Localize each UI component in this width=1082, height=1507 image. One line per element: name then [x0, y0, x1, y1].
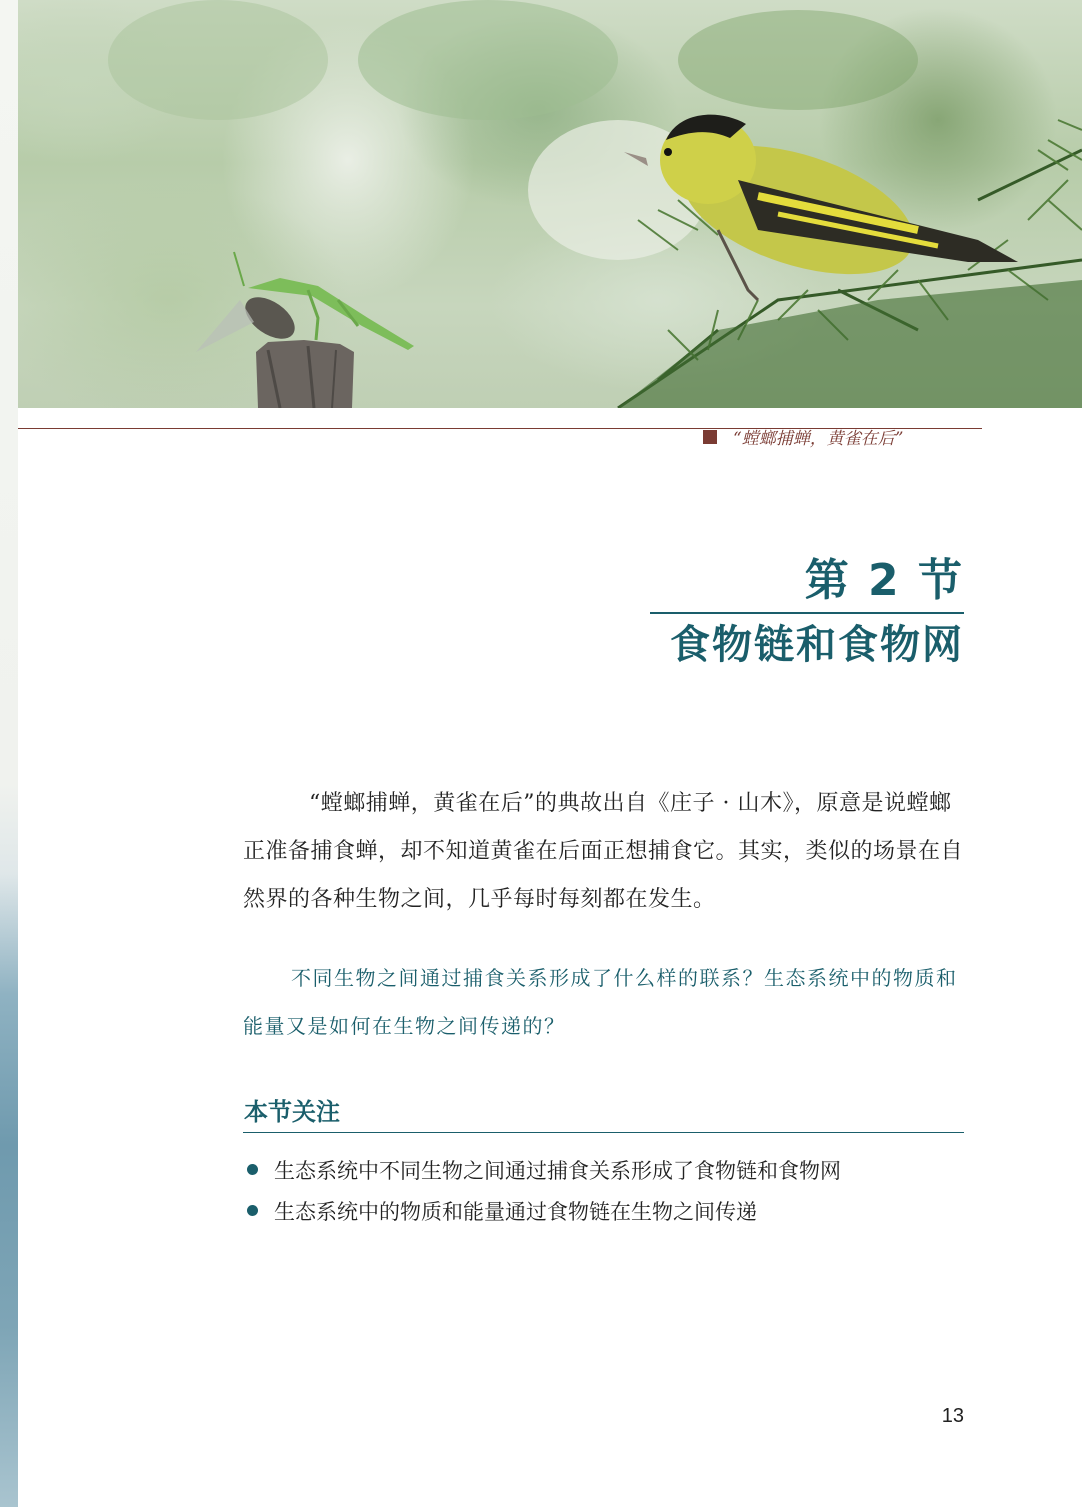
- bullet-icon: [247, 1164, 258, 1175]
- list-item: [243, 1149, 841, 1190]
- intro-paragraph: “螳螂捕蝉，黄雀在后”的典故出自《庄子 · 山木》，原意是说螳螂正准备捕食蝉，却不知道黄雀在后面正想捕食它。其实，类似的场景在自然界的各种生物之间，几乎每时每刻都在发生。: [243, 791, 964, 912]
- section-title: 食物链和食物网: [670, 622, 964, 668]
- mantis-cicada-bird-illustration: [18, 0, 1082, 408]
- caption-text: “螳螂捕蝉，黄雀在后”: [733, 429, 904, 449]
- focus-item-text: 生态系统中不同生物之间通过捕食关系形成了食物链和食物网: [274, 1158, 841, 1183]
- focus-item-text: 生态系统中的物质和能量通过食物链在生物之间传递: [274, 1199, 757, 1224]
- section-number: 第 2 节: [804, 555, 964, 606]
- focus-rule: [243, 1132, 964, 1133]
- section-title-block: [650, 552, 964, 670]
- caption-square-icon: [703, 430, 717, 444]
- page-number: 13: [941, 1405, 964, 1427]
- photo-caption: [703, 424, 903, 449]
- focus-heading: 本节关注: [244, 1098, 340, 1126]
- page-edge-strip: [0, 0, 18, 1507]
- guiding-question: 不同生物之间通过捕食关系形成了什么样的联系？生态系统中的物质和能量又是如何在生物之间传递的？: [243, 966, 958, 1038]
- list-item: [243, 1190, 841, 1231]
- header-photo: [18, 0, 1082, 408]
- title-rule: [650, 612, 964, 614]
- bullet-icon: [247, 1205, 258, 1216]
- focus-list: [243, 1149, 841, 1231]
